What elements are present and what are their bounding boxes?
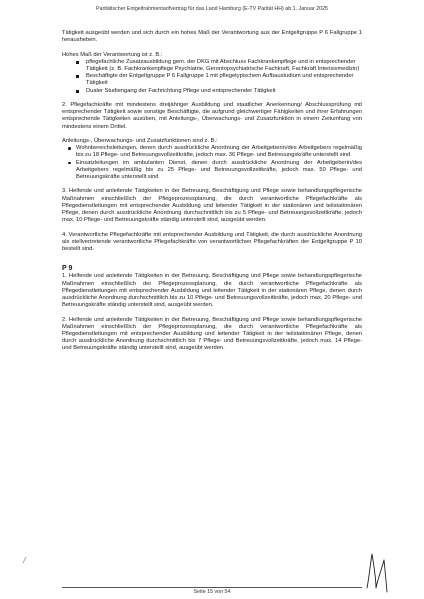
examples-list-functions	[62, 145, 362, 181]
list-item: Wohnbereichsleitungen, denen durch ausdrückliche Anordnung der Arbeitgeberin/des Arbeitgebers regelmäßig bis zu 18 Pflege- und Betreuungsvollzeitkräfte, jedoch max. 36 Pflege- und Betreuungskräfte unterstellt sind	[76, 145, 362, 159]
footer-rule	[62, 587, 362, 588]
list-item: Beschäftigte der Entgeltgruppe P 6 Fallgruppe 1 mit pflegetypischem Aufbaustudium und entsprechender Tätigkeit	[86, 73, 362, 87]
margin-tick-icon	[22, 556, 28, 564]
page-body	[62, 30, 362, 353]
p9-paragraph-1: 1. Helfende und anleitende Tätigkeiten in der Betreuung, Beschäftigung und Pflege sowie behandlungspflegerische Maßnahmen einschließlich der Pflegeprozessplanung, die durch verantwortliche Pflegefachkräfte als Pflegedienstleitungen mit entsprechender Ausbildung und leitender Tätigkeit in der stationären Pflege, denen durch ausdrückliche Anordnung durchschnittlich bis zu 10 Pflege- und Betreuungsvollzeitkräfte, jedoch max. 20 Pflege- und Betreuungskräfte ständig unterstellt sind, ausgeübt werden.	[62, 273, 362, 309]
examples-heading-functions: Anleitungs-, Überwachungs- und Zusatzfunktionen sind z. B.:	[62, 138, 218, 144]
running-header: Paritätischer Entgeltrahmentarifvertrag für das Land Hamburg (E-TV Parität HH) ab 1. Januar 2025	[96, 6, 328, 12]
page-number: Seite 15 von 54	[193, 589, 231, 595]
paragraph-2: 2. Pflegefachkräfte mit mindestens dreijähriger Ausbildung und staatlicher Anerkennung/ Abschlussprüfung mit entsprechender Tätigkeit sowie sonstige Beschäftigte, die aufgrund gleichwertiger Fähigkeiten und ihrer Erfahrungen entsprechende Tätigkeiten ausüben, mit Anleitungs-, Überwachungs- und Zusatzfunktion in einem Zeitumfang von mindestens einem Drittel.	[62, 102, 362, 130]
section-heading-p9: P 9	[62, 265, 73, 273]
signature-icon	[364, 548, 390, 594]
paragraph-4: 4. Verantwortliche Pflegefachkräfte mit entsprechender Ausbildung und Tätigkeit, die durch ausdrückliche Anordnung als stellvertretende verantwortliche Pflegefachkräfte von verantwortlichen Pflegefachkräften der Entgeltgruppe P 10 bestellt sind.	[62, 231, 362, 253]
intro-paragraph: Tätigkeit ausgeübt werden und sich durch ein hohes Maß der Verantwortung aus der Entgeltgruppe P 6 Fallgruppe 1 herausheben.	[62, 30, 362, 44]
examples-list-responsibility	[62, 59, 362, 95]
list-item: Einsatzleitungen im ambulanten Dienst, denen durch ausdrückliche Anordnung der Arbeitgeberin/des Arbeitgebers regelmäßig bis zu 25 Pflege- und Betreuungsvollzeitkräfte, jedoch max. 50 Pflege- und Betreuungskräfte unterstellt sind	[76, 159, 362, 181]
paragraph-3: 3. Helfende und anleitende Tätigkeiten in der Betreuung, Beschäftigung und Pflege sowie behandlungspflegerische Maßnahmen einschließlich der Pflegeprozessplanung, die durch verantwortliche Pflegefachkräfte als Pflegedienstleitungen mit entsprechender Ausbildung und leitender Tätigkeit in der stationären und teilstationären Pflege, denen durch ausdrückliche Anordnung durchschnittlich bis zu 5 Pflege- und Betreuungsvollzeitkräfte, jedoch max. 10 Pflege- und Betreuungskräfte ständig unterstellt sind, ausgeübt werden.	[62, 188, 362, 224]
examples-heading-responsibility: Hohes Maß der Verantwortung ist z. B.:	[62, 51, 163, 58]
p9-paragraph-2: 2. Helfende und anleitende Tätigkeiten in der Betreuung, Beschäftigung und Pflege sowie behandlungspflegerische Maßnahmen einschließlich der Pflegeprozessplanung, die durch verantwortliche Pflegefachkräfte als Pflegedienstleitungen mit entsprechender Ausbildung und leitender Tätigkeit in der teilstationären Pflege, denen durch ausdrückliche Anordnung durchschnittlich bis 7 Pflege- und Betreuungsvollzeitkräfte, jedoch max. 14 Pflege- und Betreuungskräfte ständig unterstellt sind, ausgeübt werden.	[62, 316, 362, 352]
list-item: Dualer Studiengang der Fachrichtung Pflege und entsprechender Tätigkeit	[86, 88, 362, 95]
list-item: pflegefachliche Zusatzausbildung gem. der DKG mit Abschluss Fachkrankenpflege und in entsprechender Tätigkeit (z. B. Fachkrankenpflege Psychiatrie, Gerontopsychiatrische Fachkraft, Fachkraft Intensivmedizin)	[86, 59, 362, 73]
